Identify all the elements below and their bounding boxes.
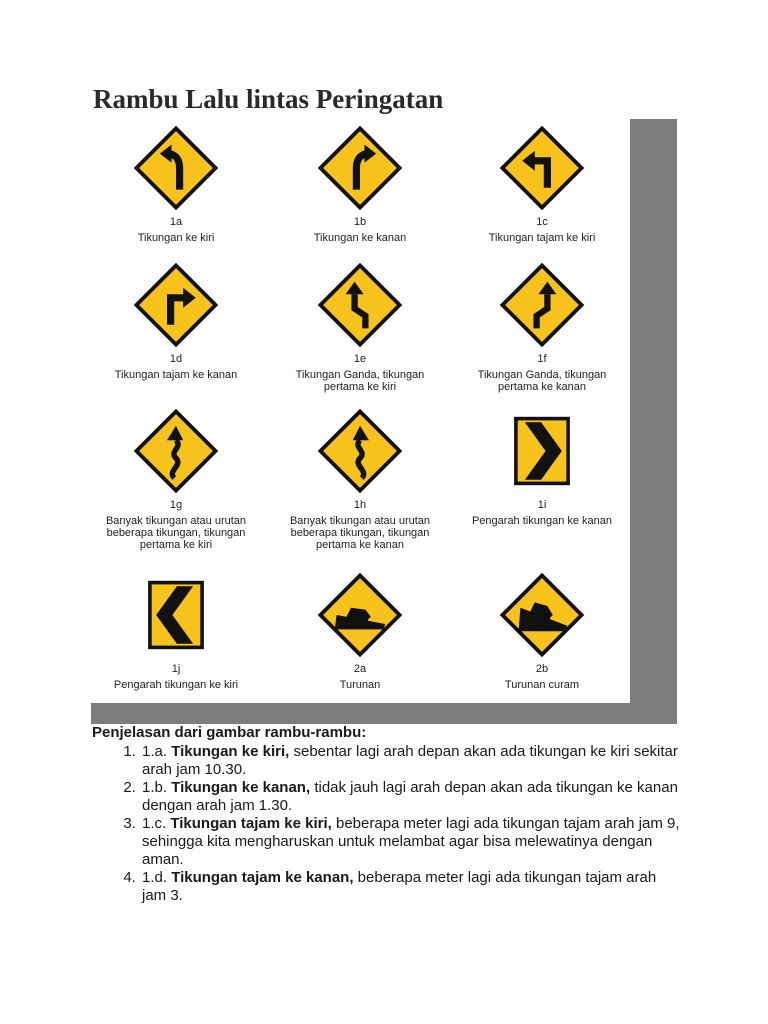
sign-code: 1i (537, 499, 547, 511)
sign-caption: Tikungan ke kanan (313, 232, 407, 244)
sign-card-1j (91, 570, 261, 691)
sign-caption: Banyak tikungan atau urutan beberapa tikungan, tikungan pertama ke kiri (105, 515, 247, 551)
sign-card-1c (457, 123, 627, 244)
curve-right-icon (315, 123, 405, 213)
signs-panel (91, 119, 630, 703)
sign-caption: Turunan curam (504, 679, 580, 691)
sign-card-1a (91, 123, 261, 244)
sign-code: 1j (171, 663, 181, 675)
sign-caption: Turunan (339, 679, 381, 691)
warning-signs-figure (91, 119, 677, 724)
item-text: tidak jauh lagi arah depan akan ada tikungan ke kanan dengan arah jam 1.30. (142, 779, 678, 814)
sign-code: 1a (169, 216, 183, 228)
page-title: Rambu Lalu lintas Peringatan (93, 84, 444, 114)
item-text: sebentar lagi arah depan akan ada tikungan ke kiri sekitar arah jam 10.30. (142, 743, 678, 778)
sign-code: 1g (169, 499, 183, 511)
item-term: Tikungan ke kiri, (171, 743, 290, 760)
curve-left-icon (131, 123, 221, 213)
sign-card-2a (275, 570, 445, 691)
item-prefix: 1.b. (142, 779, 168, 796)
chevron-right-icon (497, 406, 587, 496)
sign-caption: Pengarah tikungan ke kiri (113, 679, 239, 691)
sign-card-1d (91, 260, 261, 381)
sharp-turn-right-icon (131, 260, 221, 350)
sign-code: 1d (169, 353, 183, 365)
chevron-left-icon (131, 570, 221, 660)
explanation-list (92, 743, 682, 905)
winding-road-right-icon (315, 406, 405, 496)
sign-code: 2a (353, 663, 367, 675)
sign-caption: Tikungan tajam ke kanan (114, 369, 238, 381)
sign-caption: Tikungan ke kiri (137, 232, 215, 244)
item-prefix: 1.d. (142, 869, 168, 886)
sign-code: 2b (535, 663, 549, 675)
sign-caption: Pengarah tikungan ke kanan (471, 515, 613, 527)
item-term: Tikungan tajam ke kanan, (171, 869, 354, 886)
sign-card-1f (457, 260, 627, 393)
steep-downhill-icon (497, 570, 587, 660)
downhill-icon (315, 570, 405, 660)
sign-caption: Banyak tikungan atau urutan beberapa tikungan, tikungan pertama ke kanan (289, 515, 431, 551)
sign-caption: Tikungan tajam ke kiri (488, 232, 596, 244)
item-text: beberapa meter lagi ada tikungan tajam arah jam 3. (142, 869, 657, 904)
list-item (140, 815, 682, 869)
sign-code: 1b (353, 216, 367, 228)
sign-card-1g (91, 406, 261, 551)
sign-code: 1f (537, 353, 547, 365)
sign-card-2b (457, 570, 627, 691)
sign-card-1h (275, 406, 445, 551)
sign-code: 1h (353, 499, 367, 511)
sign-code: 1c (536, 216, 548, 228)
item-term: Tikungan tajam ke kiri, (170, 815, 332, 832)
list-item (140, 779, 682, 815)
sign-caption: Tikungan Ganda, tikungan pertama ke kiri (295, 369, 425, 393)
sign-card-1e (275, 260, 445, 393)
winding-road-left-icon (131, 406, 221, 496)
double-curve-right-icon (497, 260, 587, 350)
explanation-section (92, 724, 682, 905)
sign-caption: Tikungan Ganda, tikungan pertama ke kanan (477, 369, 607, 393)
sharp-turn-left-icon (497, 123, 587, 213)
explanation-heading: Penjelasan dari gambar rambu-rambu: (92, 724, 367, 741)
item-prefix: 1.c. (142, 815, 167, 832)
item-text: beberapa meter lagi ada tikungan tajam arah jam 9, sehingga kita mengharuskan untuk melambat agar bisa melewatinya dengan aman. (142, 815, 680, 868)
sign-card-1b (275, 123, 445, 244)
list-item (140, 743, 682, 779)
sign-code: 1e (353, 353, 367, 365)
item-prefix: 1.a. (142, 743, 168, 760)
double-curve-left-icon (315, 260, 405, 350)
list-item (140, 869, 682, 905)
sign-card-1i (457, 406, 627, 527)
item-term: Tikungan ke kanan, (171, 779, 311, 796)
